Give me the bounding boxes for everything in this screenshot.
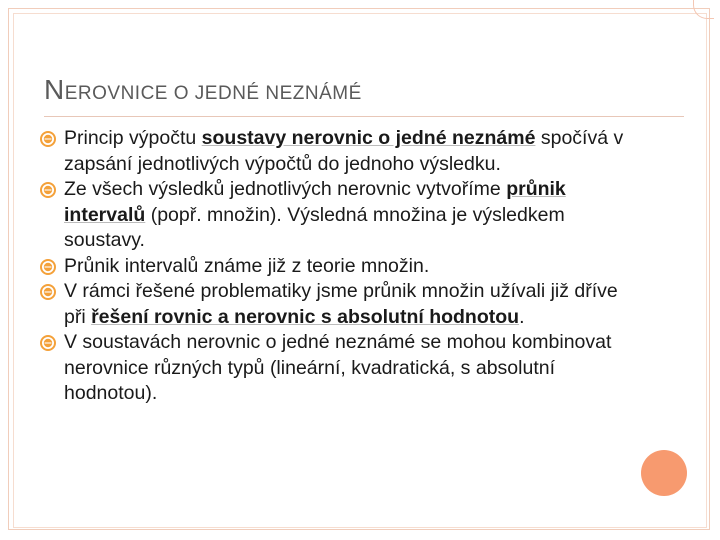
bullet-text: (popř. množin). Výsledná množina je výsledkem soustavy. [64,203,565,251]
decorative-orange-circle [641,450,687,496]
title-initial: N [44,74,65,105]
title-divider [44,116,684,117]
bullet-text: V rámci řešené problematiky jsme průnik množin užívali již dříve při [64,280,618,328]
coin-bullet-icon [40,335,56,351]
coin-bullet-icon [40,131,56,147]
coin-bullet-icon [40,182,56,198]
bullet-text: Průnik intervalů známe již z teorie množin. [64,254,430,277]
bullet-text: . [519,305,525,328]
slide-title [44,74,362,106]
bullet-emphasis: soustavy nerovnic o jedné neznámé [201,127,536,149]
bullet-text: Princip výpočtu [64,127,202,149]
coin-bullet-icon [40,284,56,300]
bullet-item [40,279,630,330]
bullet-text: V soustavách nerovnic o jedné neznámé se mohou kombinovat nerovnice různých typů (lineární, kvadratická, s absolutní hodnotou). [64,331,612,404]
coin-bullet-icon [40,259,56,275]
bullet-emphasis: řešení rovnic a nerovnic s absolutní hodnotou [91,305,520,328]
bullet-emphasis: průnik intervalů [64,178,566,226]
bullet-item [40,126,630,177]
bullet-text: spočívá v zapsání jednotlivých výpočtů do jednoho výsledku. [64,127,624,175]
bullet-list [40,126,630,407]
bullet-text: Ze všech výsledků jednotlivých nerovnic vytvoříme [64,178,507,200]
bullet-item [40,177,630,254]
title-rest: EROVNICE O JEDNÉ NEZNÁMÉ [64,83,362,104]
bullet-item [40,254,630,280]
bullet-item [40,330,630,407]
